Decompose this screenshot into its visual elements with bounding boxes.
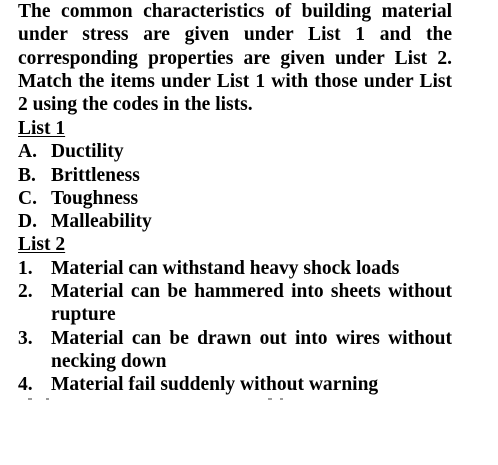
list1-item-b xyxy=(18,164,452,187)
list1-item-text: Brittleness xyxy=(51,165,140,186)
question-text: The common characteristics of building material under stress are given under List 1 and the corresponding properties are given under List 2. Match the items under List 1 with those under List 2 using the codes in the lists. xyxy=(18,1,452,116)
list2-item-text: Material fail suddenly without warning xyxy=(51,374,379,395)
list2-item-key: 3. xyxy=(18,328,33,349)
list1-item-a xyxy=(18,140,452,163)
list2-item-key: 1. xyxy=(18,258,33,279)
list1-item-key: B. xyxy=(18,165,36,186)
list2-item-4 xyxy=(18,373,452,396)
list2-item-text: Material can withstand heavy shock loads xyxy=(51,258,400,279)
list1-heading: List 1 xyxy=(18,118,66,139)
list2-item-text: Material can be hammered into sheets without rupture xyxy=(51,281,452,326)
list1-item-text: Malleability xyxy=(51,211,152,232)
list2-item-1 xyxy=(18,257,452,280)
list2-heading: List 2 xyxy=(18,234,66,255)
cropped-text-remnant xyxy=(18,398,438,402)
list2-item-key: 2. xyxy=(18,281,33,302)
list1-item-d xyxy=(18,210,452,233)
list1-item-c xyxy=(18,187,452,210)
list1-item-text: Toughness xyxy=(51,188,139,209)
list2-item-text: Material can be drawn out into wires without necking down xyxy=(51,328,452,373)
list1-item-text: Ductility xyxy=(51,141,124,162)
list2-item-3 xyxy=(18,327,452,374)
list2-item-key: 4. xyxy=(18,374,33,395)
list1-item-key: A. xyxy=(18,141,37,162)
list1-item-key: C. xyxy=(18,188,37,209)
list2-item-2 xyxy=(18,280,452,327)
list1-item-key: D. xyxy=(18,211,37,232)
